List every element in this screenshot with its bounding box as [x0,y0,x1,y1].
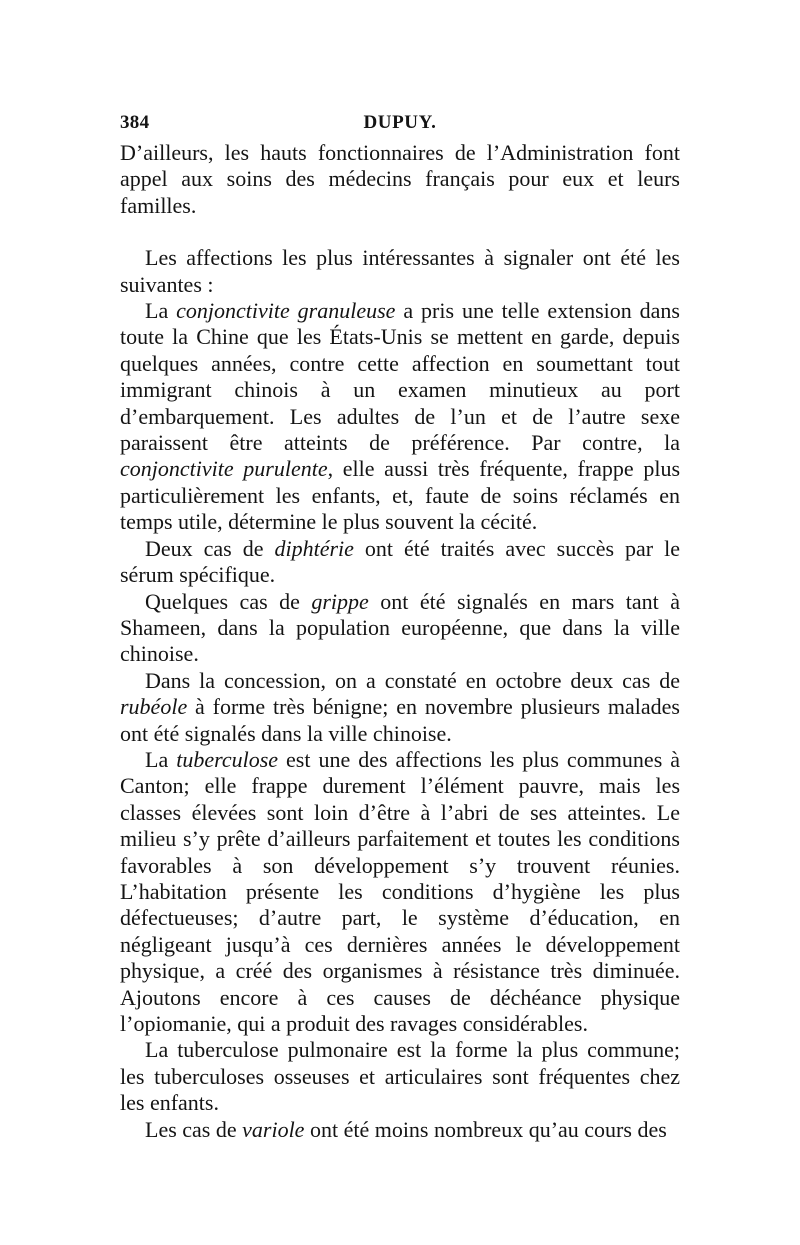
text-run: Dans la concession, on a constaté en octobre deux cas de [145,667,680,693]
italic-term: variole [242,1116,305,1142]
text-run: est une des affections les plus communes à Canton; elle frappe durement l’élément pauvre, mais les classes élevées sont loin d’être à l’abri de ses atteintes. Le milieu s’y prête d’ailleurs parfaitement et toutes les conditions favorables à son développement s’y trouvent réunies. L’habitation présente les conditions d’hygiène les plus défectueuses; d’autre part, le système d’éducation, en négligeant jusqu’à ces dernières années le développement physique, a créé des organismes à résistance très diminuée. Ajoutons encore à ces causes de déchéance physique l’opiomanie, qui a produit des ravages considérables. [120,746,681,1036]
page-number: 384 [120,112,150,133]
running-title: DUPUY. [363,112,437,133]
italic-term: rubéole [120,694,188,720]
running-head [120,112,680,140]
italic-term: diphtérie [274,535,354,561]
text-run: ont été moins nombreux qu’au cours des [304,1116,667,1142]
text-run: ont été traités avec succès par le sérum spécifique. [120,535,680,588]
text-run: ont été signalés en mars tant à Shameen, dans la population européenne, que dans la ville chinoise. [120,588,680,667]
paragraph [120,668,680,747]
paragraph [120,140,680,219]
italic-term: conjonctivite purulente [120,456,328,482]
text-run: , elle aussi très fréquente, frappe plus particulièrement les enfants, et, faute de soins réclamés en temps utile, détermine le plus souvent la cécité. [120,456,681,535]
paragraph [120,536,680,589]
paragraph [120,1117,680,1143]
paragraph [120,747,680,1037]
paragraph [120,245,680,298]
text-run: La [145,298,177,324]
text-run: D’ailleurs, les hauts fonctionnaires de l’Administration font appel aux soins des médecins français pour eux et leurs familles. [120,140,680,218]
text-run: La tuberculose pulmonaire est la forme la plus commune; les tuberculoses osseuses et articulaires sont fréquentes chez les enfants. [120,1037,680,1116]
book-page [120,112,680,1143]
text-run: Quelques cas de [145,588,312,614]
body-text [120,140,680,1143]
paragraph [120,1037,680,1116]
text-run: a pris une telle extension dans toute la Chine que les États-Unis se mettent en garde, depuis quelques années, contre cette affection en soumettant tout immigrant chinois à un examen minutieux au port d’embarquement. Les adultes de l’un et de l’autre sexe paraissent être atteints de préférence. Par contre, la [120,298,680,456]
text-run: Les affections les plus intéressantes à signaler ont été les suivantes : [120,245,680,297]
text-run: à forme très bénigne; en novembre plusieurs malades ont été signalés dans la ville chinoise. [120,694,680,746]
italic-term: conjonctivite granuleuse [176,298,396,324]
italic-term: grippe [311,588,369,614]
text-run: Deux cas de [145,535,275,561]
paragraph [120,589,680,668]
italic-term: tuberculose [176,746,279,772]
paragraph [120,298,680,536]
text-run: La [145,746,177,772]
text-run: Les cas de [145,1116,243,1142]
